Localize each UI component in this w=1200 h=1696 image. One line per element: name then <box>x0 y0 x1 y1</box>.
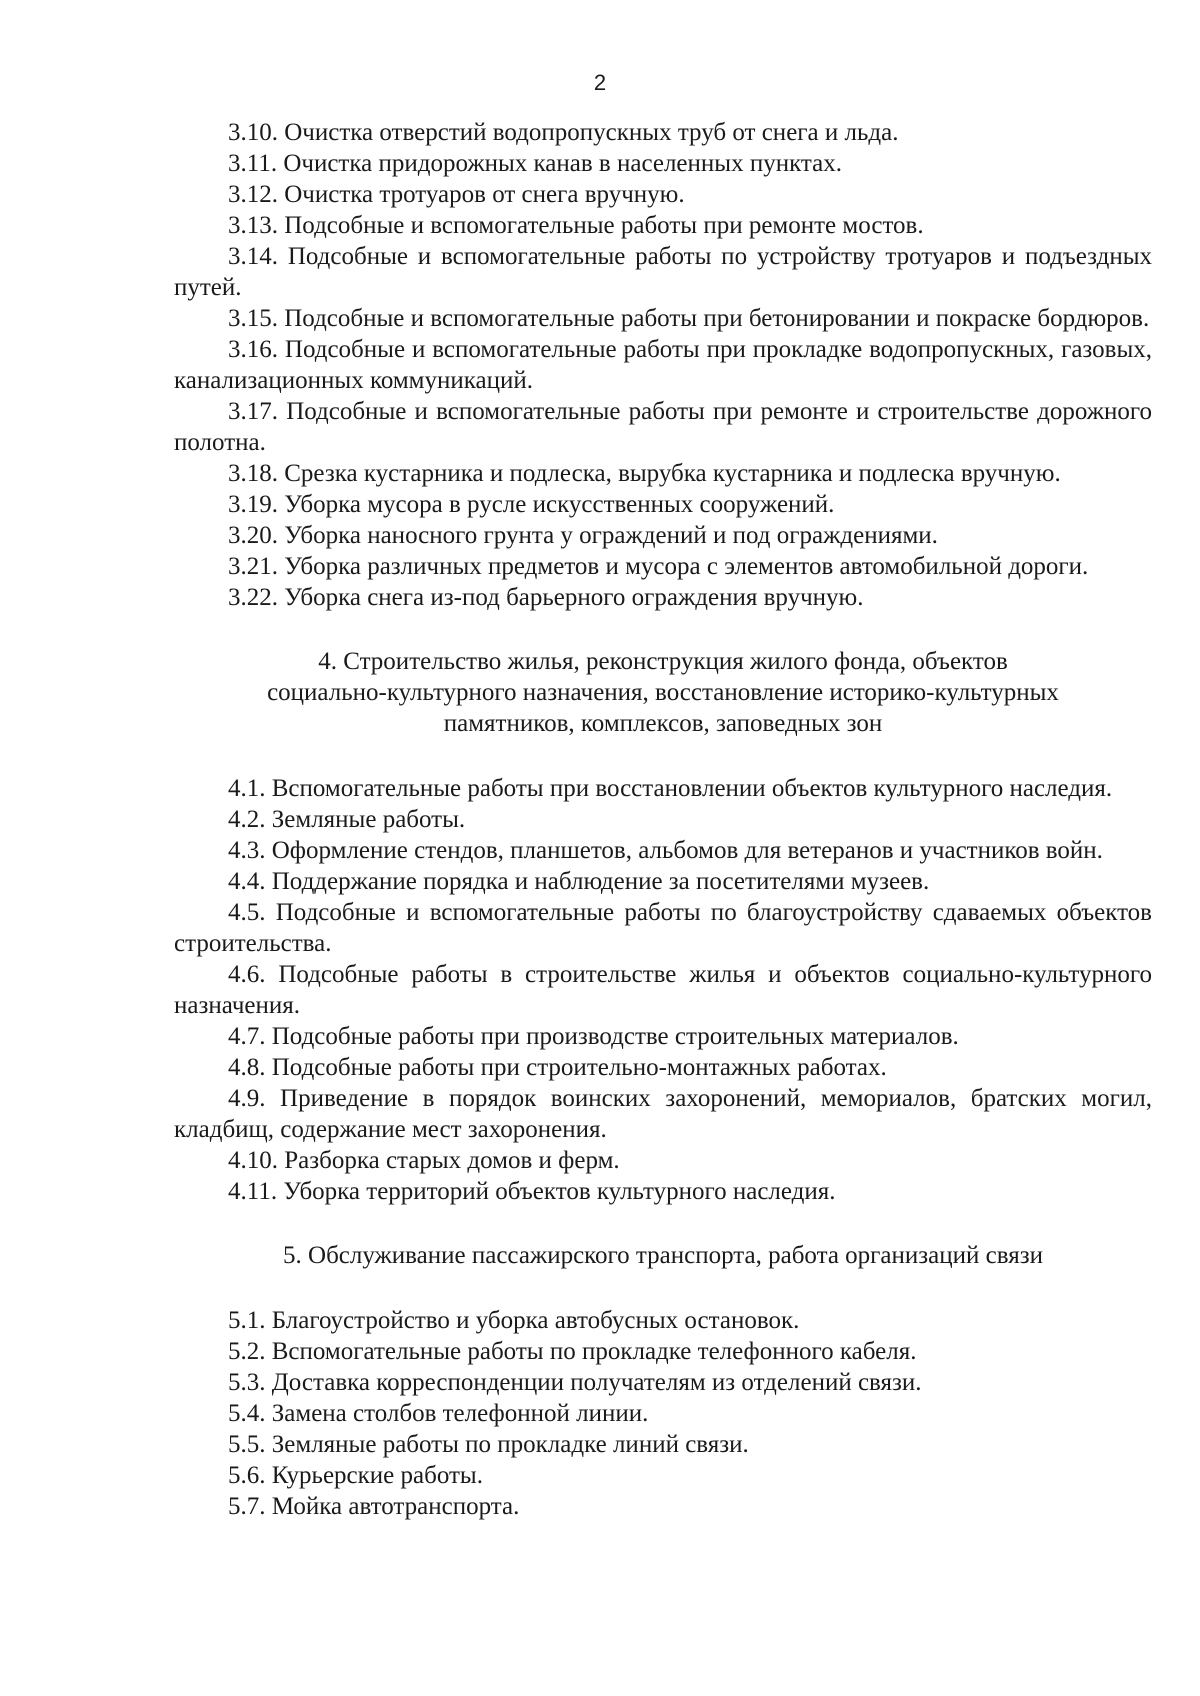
section-4-heading-line: 4. Строительство жилья, реконструкция жилого фонда, объектов <box>318 648 1008 675</box>
section-4-heading-line: памятников, комплексов, заповедных зон <box>443 710 883 737</box>
list-item-4-8: 4.8. Подсобные работы при строительно-монтажных работах. <box>228 1054 887 1081</box>
list-item-3-17: 3.17. Подсобные и вспомогательные работы при ремонте и строительстве дорожного полотна. <box>174 398 1152 456</box>
list-item-4-3: 4.3. Оформление стендов, планшетов, альбомов для ветеранов и участников войн. <box>228 837 1103 864</box>
section-4-heading-line: социально-культурного назначения, восстановление историко-культурных <box>267 679 1059 706</box>
section-5-list <box>174 1305 1152 1522</box>
list-item-4-1: 4.1. Вспомогательные работы при восстановлении объектов культурного наследия. <box>228 775 1113 802</box>
list-item-4-6: 4.6. Подсобные работы в строительстве жилья и объектов социально-культурного назначения. <box>174 961 1152 1019</box>
list-item-3-13: 3.13. Подсобные и вспомогательные работы при ремонте мостов. <box>228 212 924 239</box>
list-item-4-11: 4.11. Уборка территорий объектов культурного наследия. <box>228 1178 836 1205</box>
list-item-3-10: 3.10. Очистка отверстий водопропускных труб от снега и льда. <box>228 119 899 146</box>
list-item-4-7: 4.7. Подсобные работы при производстве строительных материалов. <box>228 1023 959 1050</box>
list-item-3-20: 3.20. Уборка наносного грунта у ограждений и под ограждениями. <box>228 522 938 549</box>
section-5-heading <box>174 1240 1152 1271</box>
section-5-heading-line: 5. Обслуживание пассажирского транспорта, работа организаций связи <box>283 1242 1043 1269</box>
list-item-4-10: 4.10. Разборка старых домов и ферм. <box>228 1147 620 1174</box>
list-item-3-18: 3.18. Срезка кустарника и подлеска, вырубка кустарника и подлеска вручную. <box>228 460 1061 487</box>
list-item-5-7: 5.7. Мойка автотранспорта. <box>228 1493 520 1520</box>
list-item-5-3: 5.3. Доставка корреспонденции получателям из отделений связи. <box>228 1369 922 1396</box>
list-item-4-4: 4.4. Поддержание порядка и наблюдение за посетителями музеев. <box>228 868 930 895</box>
list-item-4-9: 4.9. Приведение в порядок воинских захоронений, мемориалов, братских могил, кладбищ, содержание мест захоронения. <box>174 1085 1152 1143</box>
list-item-4-2: 4.2. Земляные работы. <box>228 806 466 833</box>
list-item-5-5: 5.5. Земляные работы по прокладке линий связи. <box>228 1431 749 1458</box>
list-item-4-5: 4.5. Подсобные и вспомогательные работы по благоустройству сдаваемых объектов строительства. <box>174 899 1152 957</box>
list-item-3-12: 3.12. Очистка тротуаров от снега вручную. <box>228 181 685 208</box>
list-item-5-6: 5.6. Курьерские работы. <box>228 1462 483 1489</box>
list-item-5-4: 5.4. Замена столбов телефонной линии. <box>228 1400 649 1427</box>
document-body <box>174 117 1152 1522</box>
section-4-list <box>174 773 1152 1207</box>
list-item-5-2: 5.2. Вспомогательные работы по прокладке телефонного кабеля. <box>228 1338 917 1365</box>
page-number: 2 <box>593 70 607 95</box>
list-item-3-19: 3.19. Уборка мусора в русле искусственных сооружений. <box>228 491 835 518</box>
section-4-heading <box>174 646 1152 739</box>
list-item-3-16: 3.16. Подсобные и вспомогательные работы при прокладке водопропускных, газовых, канализационных коммуникаций. <box>174 336 1152 394</box>
list-item-3-21: 3.21. Уборка различных предметов и мусора с элементов автомобильной дороги. <box>228 553 1089 580</box>
section-3-list <box>174 117 1152 613</box>
list-item-3-22: 3.22. Уборка снега из-под барьерного ограждения вручную. <box>228 584 864 611</box>
list-item-5-1: 5.1. Благоустройство и уборка автобусных остановок. <box>228 1307 800 1334</box>
list-item-3-11: 3.11. Очистка придорожных канав в населенных пунктах. <box>228 150 842 177</box>
list-item-3-15: 3.15. Подсобные и вспомогательные работы при бетонировании и покраске бордюров. <box>228 305 1150 332</box>
list-item-3-14: 3.14. Подсобные и вспомогательные работы по устройству тротуаров и подъездных путей. <box>174 243 1152 301</box>
